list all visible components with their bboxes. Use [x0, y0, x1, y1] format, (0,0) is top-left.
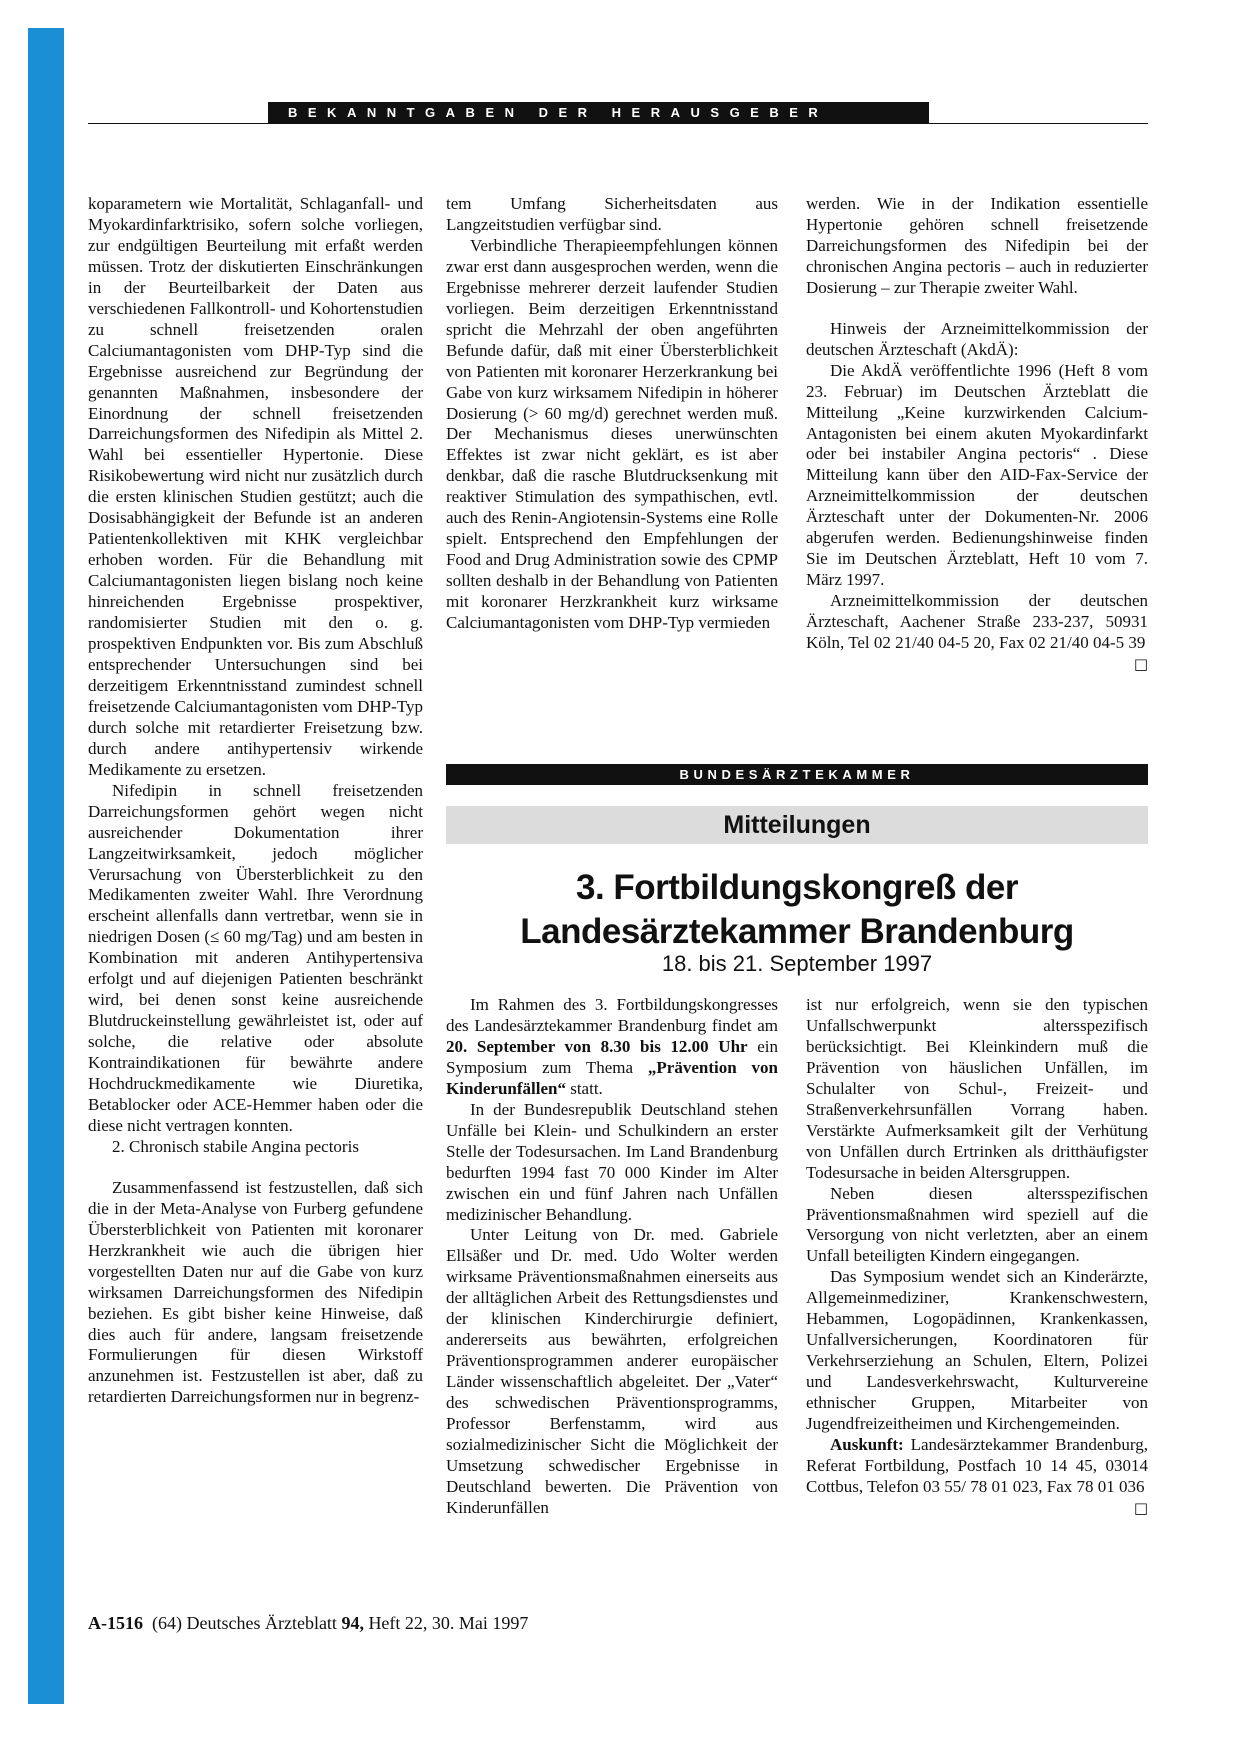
contact-text: Arzneimittelkommission der deutschen Ärzteschaft, Aachener Straße 233-237, 50931 Köln, Tel 02 21/40 04-5 20, Fax 02 21/40 04-5 39	[806, 591, 1148, 653]
paragraph: Das Symposium wendet sich an Kinderärzte, Allgemeinmediziner, Krankenschwestern, Hebammen, Logopädinnen, Krankenkassen, Unfallversicherungen, Koordinatoren für Verkehrserziehung an Schulen, Eltern, Polizei und Landesverkehrswacht, Kulturvereine ethnischer Gruppen, Mitarbeiter von Jugendfreizeitheimen und Kirchengemeinden.	[806, 1267, 1148, 1434]
title-line: Landesärztekammer Brandenburg	[520, 912, 1074, 951]
info-paragraph	[806, 1435, 1148, 1517]
topic: „Prävention von Kinderunfällen“	[446, 1057, 778, 1098]
paragraph: koparametern wie Mortalität, Schlaganfall- und Myokardinfarktrisiko, sofern solche vorliegen, zur endgültigen Beurteilung mit erfaßt werden müssen. Trotz der diskutierten Einschränkungen in der Beurteilbarkeit der Daten aus verschiedenen Fallkontroll- und Kohortenstudien zu schnell freisetzenden oralen Calciumantagonisten vom DHP-Typ sind die Ergebnisse ausreichend zur Begründung der genannten Maßnahmen, insbesondere der Einordnung der schnell freisetzenden Darreichungsformen des Nifedipin als Mittel 2. Wahl bei essentieller Hypertonie. Diese Risikobewertung wird nicht nur zusätzlich durch die ersten klinischen Studien gestützt; auch die Dosisabhängigkeit der Befunde ist an anderen Patientenkollektiven mit KHK vergleichbar erhoben worden. Für die Behandlung mit Calciumantagonisten liegen bislang noch keine hinreichenden Ergebnisse prospektiver, randomisierter Studien mit den o. g. prospektiven Endpunkten vor. Bis zum Abschluß entsprechender Untersuchungen sind bei derzeitigem Erkenntnisstand zumindest schnell freisetzende Calciumantagonisten vom DHP-Typ durch solche mit retardierter Freisetzung bzw. durch andere antihypertensiv wirkende Medikamente zu ersetzen.	[88, 194, 423, 779]
footer-text: Heft 22, 30. Mai 1997	[363, 1613, 529, 1633]
volume: 94,	[341, 1613, 364, 1633]
contact-paragraph	[806, 591, 1148, 674]
column-1	[88, 194, 423, 1408]
note-heading: Hinweis der Arzneimittelkommission der deutschen Ärzteschaft (AkdÄ):	[806, 318, 1148, 359]
paragraph	[446, 995, 778, 1100]
paragraph: Neben diesen altersspezifischen Präventionsmaßnahmen wird speziell auf die Versorgung von nicht verletzten, aber an einem Unfall beteiligten Kindern eingegangen.	[806, 1183, 1148, 1266]
article-column-2	[806, 995, 1148, 1519]
subheading: 2. Chronisch stabile Angina pectoris	[112, 1136, 359, 1156]
info-text: Landesärztekammer Brandenburg, Referat Fortbildung, Postfach 10 14 45, 03014 Cottbus, Telefon 03 55/ 78 01 023, Fax 78 01 036	[806, 1435, 1148, 1496]
paragraph: Unter Leitung von Dr. med. Gabriele Ellsäßer und Dr. med. Udo Wolter werden wirksame Präventionsmaßnahmen einerseits aus der alltäglichen Arbeit des Rettungsdienstes und der klinischen Kinderchirurgie definiert, andererseits aus bewährten, erfolgreichen Präventionsprogrammen anderer europäischer Länder wissenschaftlich abgeleitet. Der „Vater“ des schwedischen Präventionsprogramms, Professor Berfenstamm, wird aus sozialmedizinischer Sicht die Möglichkeit der Umsetzung schwedischer Ergebnisse in Deutschland bewerten. Die Prävention von Kinderunfällen	[446, 1225, 778, 1517]
paragraph: ist nur erfolgreich, wenn sie den typischen Unfallschwerpunkt altersspezifisch berücksichtigt. Bei Kleinkindern muß die Prävention von häuslichen Unfällen, im Schulalter von Schul-, Freizeit- und Straßenverkehrsunfällen Vorrang haben. Verstärkte Aufmerksamkeit gilt der Verhütung von Unfällen durch Ertrinken als dritthäufigster Todesursache in beiden Altersgruppen.	[806, 995, 1148, 1182]
paragraph: Nifedipin in schnell freisetzenden Darreichungsformen gehört wegen nicht ausreichender Dokumentation ihrer Langzeitwirksamkeit, jedoch möglicher Verursachung von Übersterblichkeit zu den Medikamenten zweiter Wahl. Ihre Verordnung erscheint allenfalls dann vertretbar, wenn sie in niedrigen Dosen (≤ 60 mg/Tag) und am besten in Kombination mit anderen Antihypertensiva erfolgt und auf diejenigen Patienten beschränkt wird, bei denen sonst keine ausreichende Blutdruckeinstellung gewährleistet ist, oder auf solche, die relative oder absolute Kontraindikationen für bewährte andere Hochdruckmedikamente wie Diuretika, Betablocker oder ACE-Hemmer haben oder die diese nicht vertragen konnten.	[88, 780, 423, 1135]
column-2	[446, 194, 778, 634]
end-mark: □	[1133, 655, 1148, 674]
header-rule	[88, 123, 1148, 124]
side-color-bar	[28, 28, 64, 1704]
paragraph: tem Umfang Sicherheitsdaten aus Langzeitstudien verfügbar sind.	[446, 194, 778, 234]
section-header: BEKANNTGABEN DER HERAUSGEBER	[268, 102, 929, 123]
page-footer	[88, 1612, 528, 1634]
paragraph: Zusammenfassend ist festzustellen, daß sich die in der Meta-Analyse von Furberg gefundene Übersterblichkeit von Patienten mit koronarer Herzkrankheit wie auch die übrigen hier vorgestellten Daten nur auf die Gabe von kurz wirksamen Darreichungsformen des Nifedipin beziehen. Es gibt bisher keine Hinweise, daß dies auch für andere, langsam freisetzende Formulierungen für diesen Wirkstoff anzunehmen ist. Festzustellen ist aber, daß zu retardierten Darreichungsformen nur in begrenz-	[88, 1177, 423, 1407]
article-title	[446, 866, 1148, 954]
title-line: 3. Fortbildungskongreß der	[575, 868, 1019, 907]
info-label: Auskunft:	[830, 1435, 904, 1455]
article-column-1	[446, 995, 778, 1519]
footer-text: (64) Deutsches Ärzteblatt	[143, 1613, 342, 1633]
text: ein Symposium zum Thema	[446, 1036, 778, 1077]
end-mark: □	[1133, 1498, 1148, 1517]
page-number: A-1516	[88, 1613, 143, 1633]
date-time: 20. September von 8.30 bis 12.00 Uhr	[446, 1036, 748, 1056]
column-3	[806, 194, 1148, 675]
paragraph: Die AkdÄ veröffentlichte 1996 (Heft 8 vom 23. Februar) im Deutschen Ärzteblatt die Mitteilung „Keine kurzwirkenden Calcium-Antagonisten bei einem akuten Myokardinfarkt oder bei instabiler Angina pectoris“ . Diese Mitteilung kann über den AID-Fax-Service der Arzneimittelkommission der deutschen Ärzteschaft unter der Dokumenten-Nr. 2006 abgerufen werden. Bedienungshinweise finden Sie im Deutschen Ärzteblatt, Heft 10 vom 7. März 1997.	[806, 360, 1148, 590]
paragraph: Verbindliche Therapieempfehlungen können zwar erst dann ausgesprochen werden, wenn die Ergebnisse mehrerer derzeit laufender Studien vorliegen. Beim derzeitigen Erkenntnisstand spricht die Mehrzahl der oben angeführten Befunde dafür, daß mit einer Übersterblichkeit von Patienten mit koronarer Herzerkrankung bei Gabe von kurz wirksamem Nifedipin in höherer Dosierung (> 60 mg/d) gerechnet werden muß. Der Mechanismus dieses unerwünschten Effektes ist zwar nicht geklärt, es ist aber denkbar, daß die rasche Blutdrucksenkung mit reaktiver Stimulation des sympathischen, evtl. auch des Renin-Angiotensin-Systems eine Rolle spielt. Entsprechend den Empfehlungen der Food and Drug Administration sowie des CPMP sollten deshalb in der Behandlung von Patienten mit koronarer Herzkrankheit kurz wirksame Calciumantagonisten vom DHP-Typ vermieden	[446, 235, 778, 633]
text: statt.	[565, 1078, 603, 1098]
category-bar: Mitteilungen	[446, 806, 1148, 844]
article-subtitle: 18. bis 21. September 1997	[661, 951, 933, 976]
paragraph: werden. Wie in der Indikation essentielle Hypertonie gehören schnell freisetzende Darreichungsformen des Nifedipin bei der chronischen Angina pectoris – auch in reduzierter Dosierung – zur Therapie zweiter Wahl.	[806, 194, 1148, 297]
section-bar: BUNDESÄRZTEKAMMER	[446, 764, 1148, 785]
text: Im Rahmen des 3. Fortbildungskongresses des Landesärztekammer Brandenburg findet am	[446, 995, 778, 1035]
paragraph: In der Bundesrepublik Deutschland stehen Unfälle bei Klein- und Schulkindern an erster Stelle der Todesursachen. Im Land Brandenburg bedurften 1994 fast 70 000 Kinder im Alter zwischen ein und fünf Jahren nach Unfällen medizinischer Behandlung.	[446, 1099, 778, 1224]
